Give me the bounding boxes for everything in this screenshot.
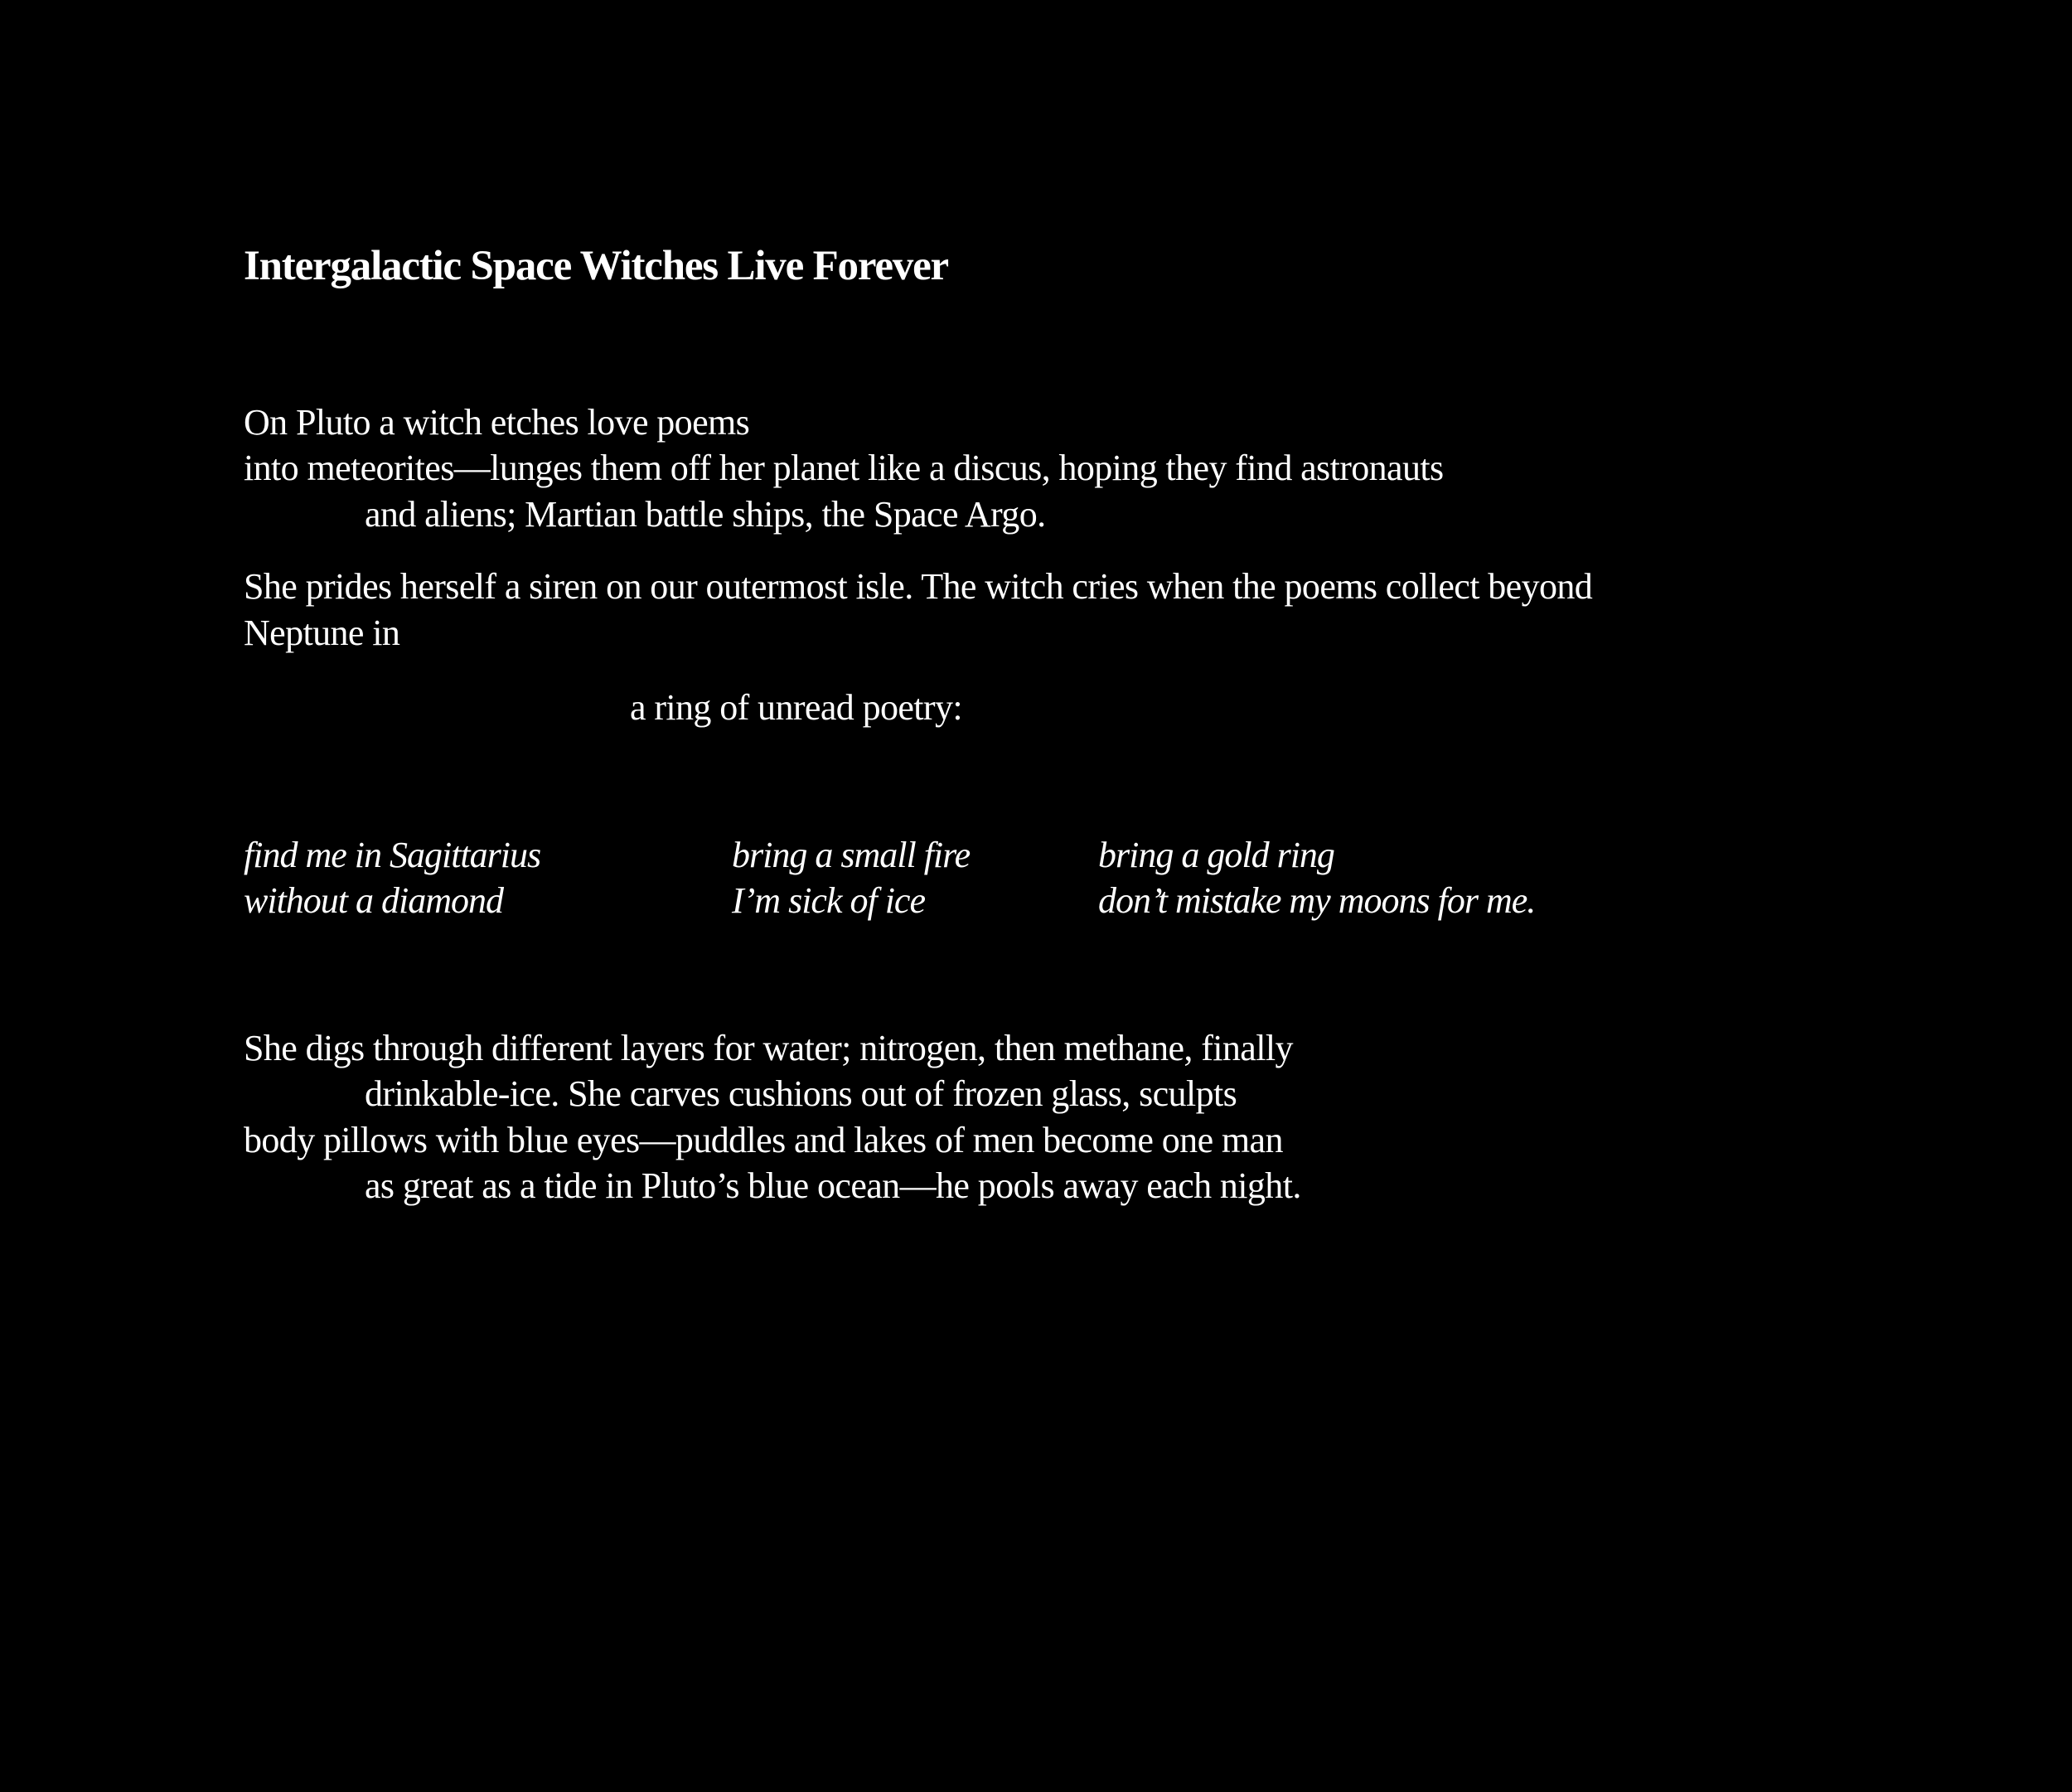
ring-poem-2-line2: I’m sick of ice	[732, 880, 925, 921]
stanza2-line2: Neptune in	[244, 613, 400, 653]
ring-poem-3-line2: don’t mistake my moons for me.	[1098, 880, 1536, 921]
ring-poem-1-line2: without a diamond	[244, 880, 504, 921]
stanza3-line3: body pillows with blue eyes—puddles and lakes of men become one man	[244, 1120, 1283, 1160]
stanza2-line3: a ring of unread poetry:	[630, 687, 963, 728]
ring-poem-1-line1: find me in Sagittarius	[244, 835, 541, 875]
stanza3-line2: drinkable-ice. She carves cushions out of frozen glass, sculpts	[365, 1073, 1237, 1114]
poem-title: Intergalactic Space Witches Live Forever	[244, 243, 948, 289]
stanza1-line1: On Pluto a witch etches love poems	[244, 402, 750, 443]
stanza1-line2: into meteorites—lunges them off her planet like a discus, hoping they find astronauts	[244, 448, 1444, 488]
stanza2-line1: She prides herself a siren on our outermost isle. The witch cries when the poems collect beyond	[244, 566, 1593, 607]
stanza1-line3: and aliens; Martian battle ships, the Space Argo.	[365, 494, 1046, 535]
stanza3-line1: She digs through different layers for water; nitrogen, then methane, finally	[244, 1028, 1293, 1068]
ring-poem-2-line1: bring a small fire	[732, 835, 971, 875]
stanza3-line4: as great as a tide in Pluto’s blue ocean—he pools away each night.	[365, 1165, 1301, 1206]
ring-poem-3-line1: bring a gold ring	[1098, 835, 1334, 875]
